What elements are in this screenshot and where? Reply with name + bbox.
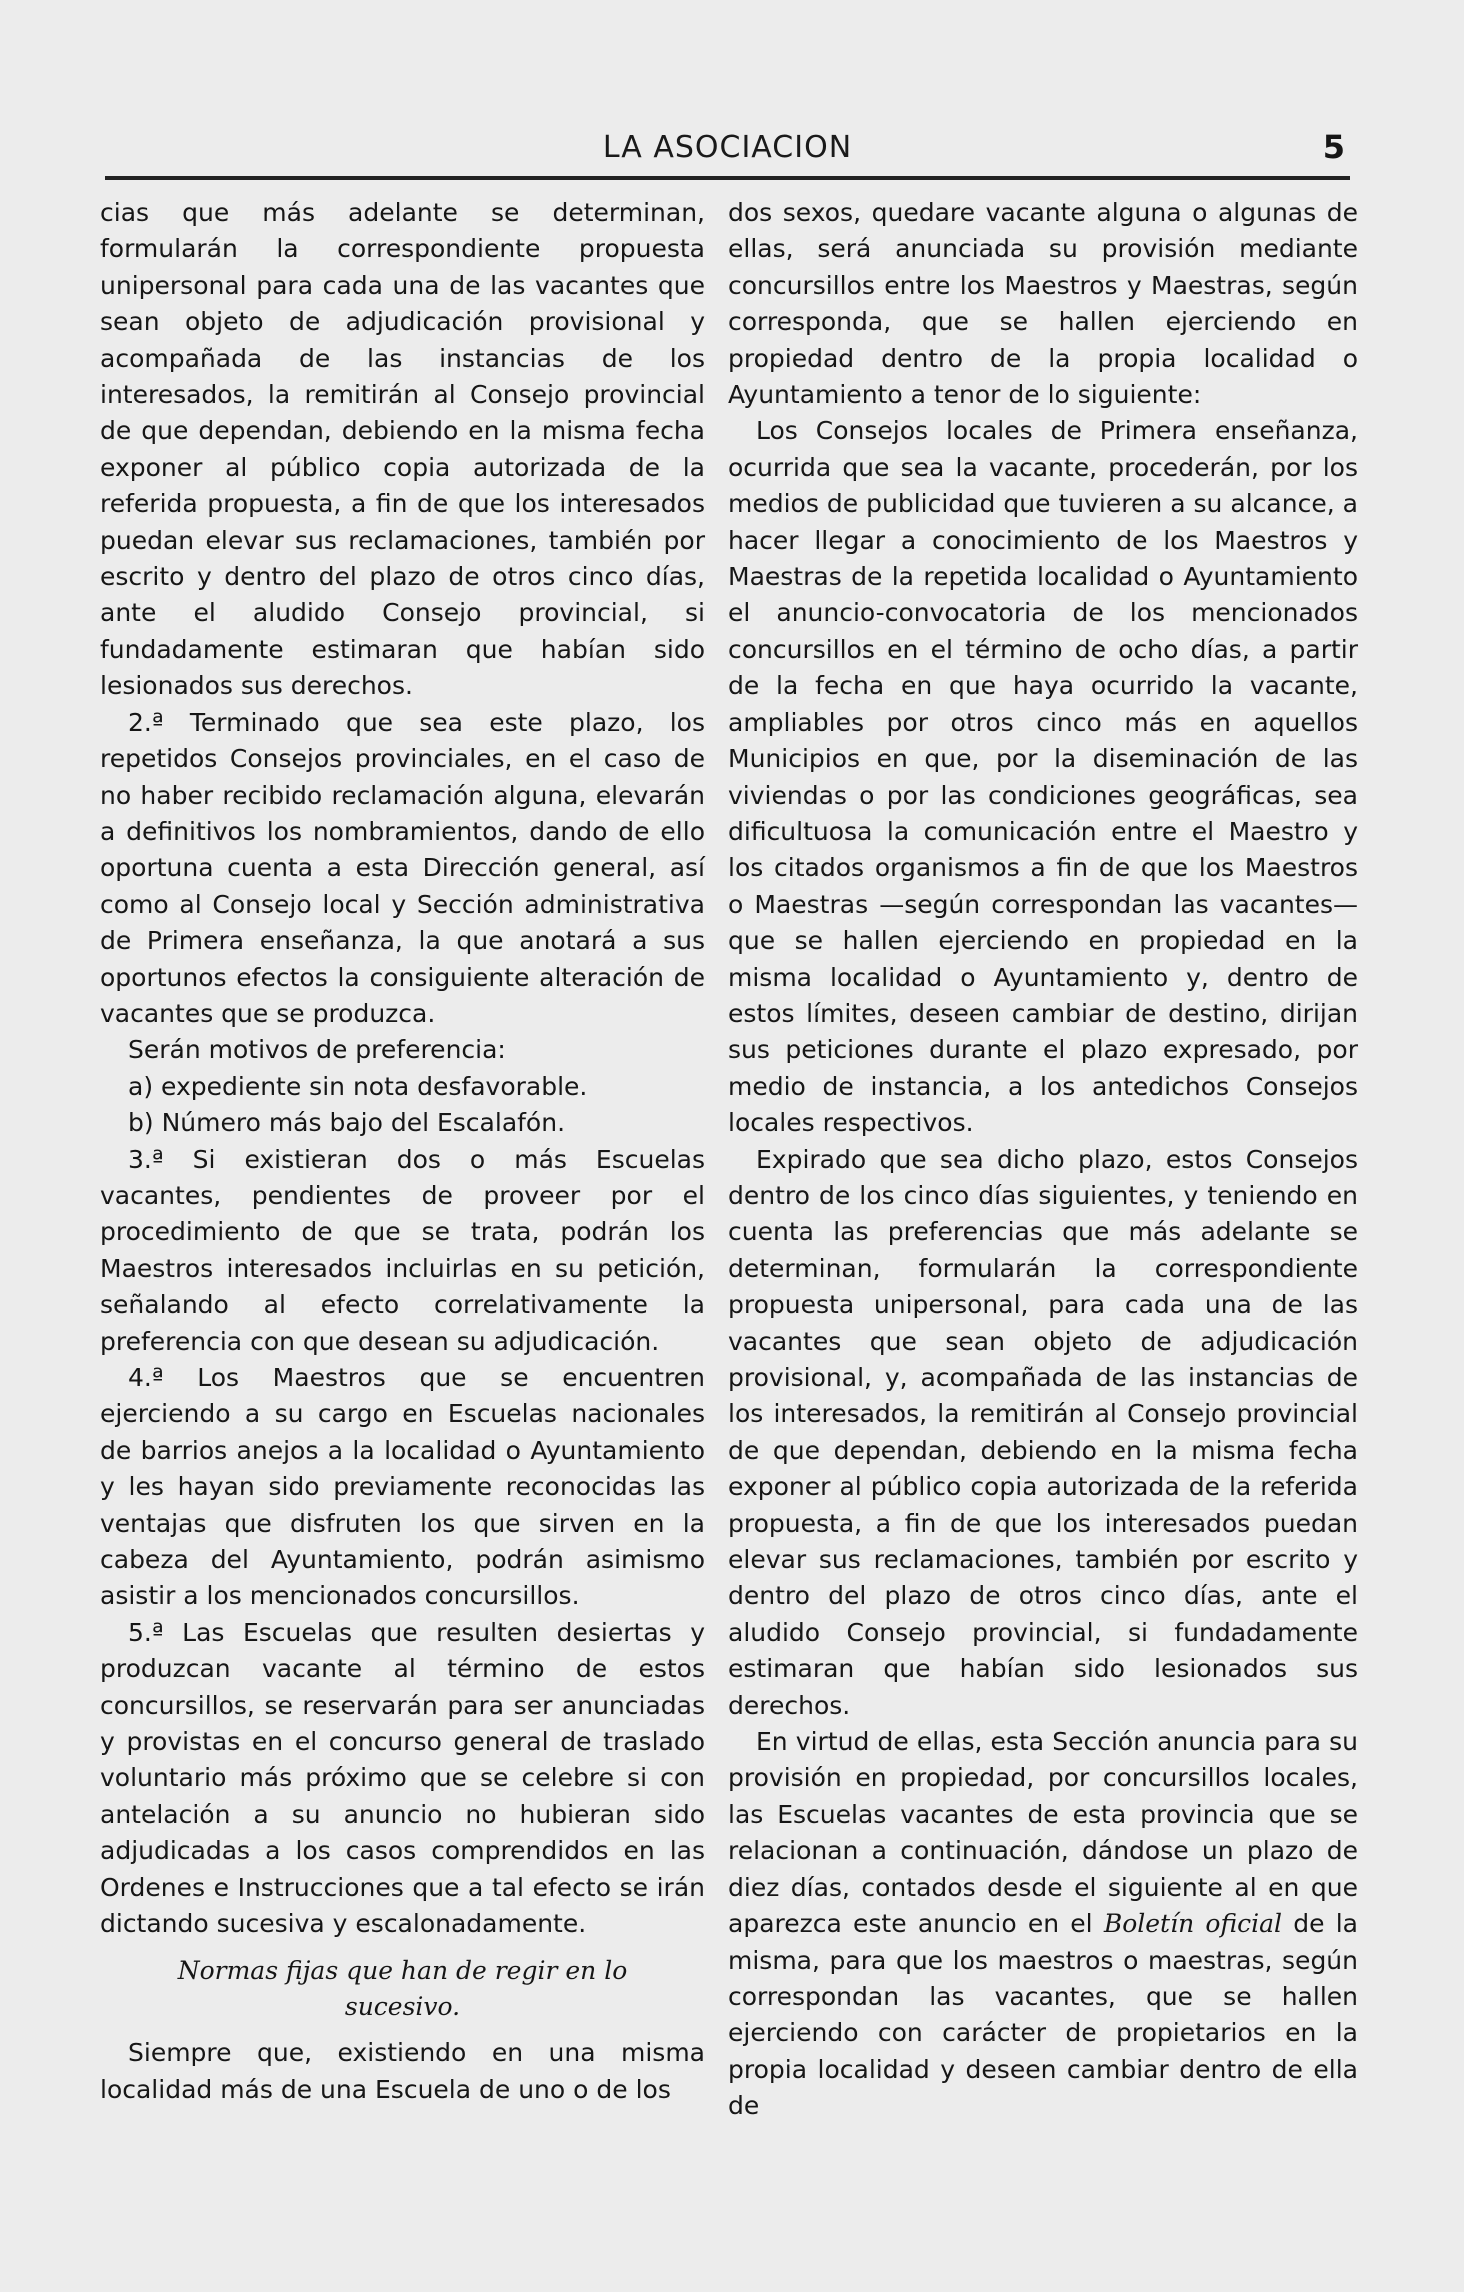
paragraph-text: En virtud de ellas, esta Sección anuncia para su provisión en propiedad, por concursillos locales, las Escuelas vacantes de esta provincia que se relacionan a continuación, dándose un plazo de diez días, contados desde el siguiente al en que aparezca este anuncio en el [728,1727,1358,1939]
paragraph: dos sexos, quedare vacante alguna o algunas de ellas, será anunciada su provisión mediante concursillos entre los Maestros y Maestras, según corresponda, que se hallen ejerciendo en propiedad dentro de la propia localidad o Ayuntamiento a tenor de lo siguiente: [728,198,1358,410]
paragraph: 5.ª Las Escuelas que resulten desiertas y produzcan vacante al término de estos concursillos, se reservarán para ser anunciadas y provistas en el concurso general de traslado voluntario más próximo que se celebre si con antelación a su anuncio no hubieran sido adjudicadas a los casos comprendidos en las Ordenes e Instrucciones que a tal efecto se irán dictando sucesiva y escalonadamente. [100,1617,705,1939]
paragraph: 3.ª Si existieran dos o más Escuelas vacantes, pendientes de proveer por el procedimiento de que se trata, podrán los Maestros interesados incluirlas en su petición, señalando al efecto correlativamente la preferencia con que desean su adjudicación. [100,1144,705,1356]
page-number: 5 [1322,128,1345,166]
header-rule [105,176,1350,180]
list-item: a) expediente sin nota desfavorable. [128,1071,588,1101]
paragraph: 4.ª Los Maestros que se encuentren ejerciendo a su cargo en Escuelas nacionales de barrios anejos a la localidad o Ayuntamiento y les hayan sido previamente reconocidas las ventajas que disfruten los que sirven en la cabeza del Ayuntamiento, podrán asimismo asistir a los mencionados concursillos. [100,1363,705,1611]
section-subheading: Normas fijas que han de regir en lo [177,1955,628,1985]
paragraph: Los Consejos locales de Primera enseñanza, ocurrida que sea la vacante, procederán, por los medios de publicidad que tuvieren a su alcance, a hacer llegar a conocimiento de los Maestros y Maestras de la repetida localidad o Ayuntamiento el anuncio-convocatoria de los mencionados concursillos en el término de ocho días, a partir de la fecha en que haya ocurrido la vacante, ampliables por otros cinco más en aquellos Municipios en que, por la diseminación de las viviendas o por las condiciones geográficas, sea dificultuosa la comunicación entre el Maestro y los citados organismos a fin de que los Maestros o Maestras —según correspondan las vacantes— que se hallen ejerciendo en propiedad en la misma localidad o Ayuntamiento y, dentro de estos límites, deseen cambiar de destino, dirijan sus peticiones durante el plazo expresado, por medio de instancia, a los antedichos Consejos locales respectivos. [728,416,1358,1138]
publication-name: Boletín oficial [1103,1909,1283,1939]
paragraph: cias que más adelante se determinan, formularán la correspondiente propuesta unipersonal para cada una de las vacantes que sean objeto de adjudicación provisional y acompañada de las instancias de los interesados, la remitirán al Consejo provincial de que dependan, debiendo en la misma fecha exponer al público copia autorizada de la referida propuesta, a fin de que los interesados puedan elevar sus reclamaciones, también por escrito y dentro del plazo de otros cinco días, ante el aludido Consejo provincial, si fundadamente estimaran que habían sido lesionados sus derechos. [100,198,705,701]
list-item: b) Número más bajo del Escalafón. [128,1108,566,1138]
right-column [728,195,1358,2125]
paragraph: 2.ª Terminado que sea este plazo, los repetidos Consejos provinciales, en el caso de no haber recibido reclamación alguna, elevarán a definitivos los nombramientos, dando de ello oportuna cuenta a esta Dirección general, así como al Consejo local y Sección administrativa de Primera enseñanza, la que anotará a sus oportunos efectos la consiguiente alteración de vacantes que se produzca. [100,707,705,1028]
paragraph: Serán motivos de preferencia: [128,1035,506,1065]
paragraph-text: de la misma, para que los maestros o maestras, según correspondan las vacantes, que se hallen ejerciendo con carácter de propietarios en la propia localidad y deseen cambiar dentro de ella de [728,1909,1358,2121]
paragraph [728,1724,1358,2124]
paragraph: Siempre que, existiendo en una misma localidad más de una Escuela de uno o de los [100,2038,705,2104]
running-title: LA ASOCIACION [602,130,853,165]
page-header [105,120,1350,180]
section-subheading: sucesivo. [344,1991,461,2021]
left-column [100,195,705,2108]
paragraph: Expirado que sea dicho plazo, estos Consejos dentro de los cinco días siguientes, y teniendo en cuenta las preferencias que más adelante se determinan, formularán la correspondiente propuesta unipersonal, para cada una de las vacantes que sean objeto de adjudicación provisional, y, acompañada de las instancias de los interesados, la remitirán al Consejo provincial de que dependan, debiendo en la misma fecha exponer al público copia autorizada de la referida propuesta, a fin de que los interesados puedan elevar sus reclamaciones, también por escrito y dentro del plazo de otros cinco días, ante el aludido Consejo provincial, si fundadamente estimaran que habían sido lesionados sus derechos. [728,1144,1358,1720]
